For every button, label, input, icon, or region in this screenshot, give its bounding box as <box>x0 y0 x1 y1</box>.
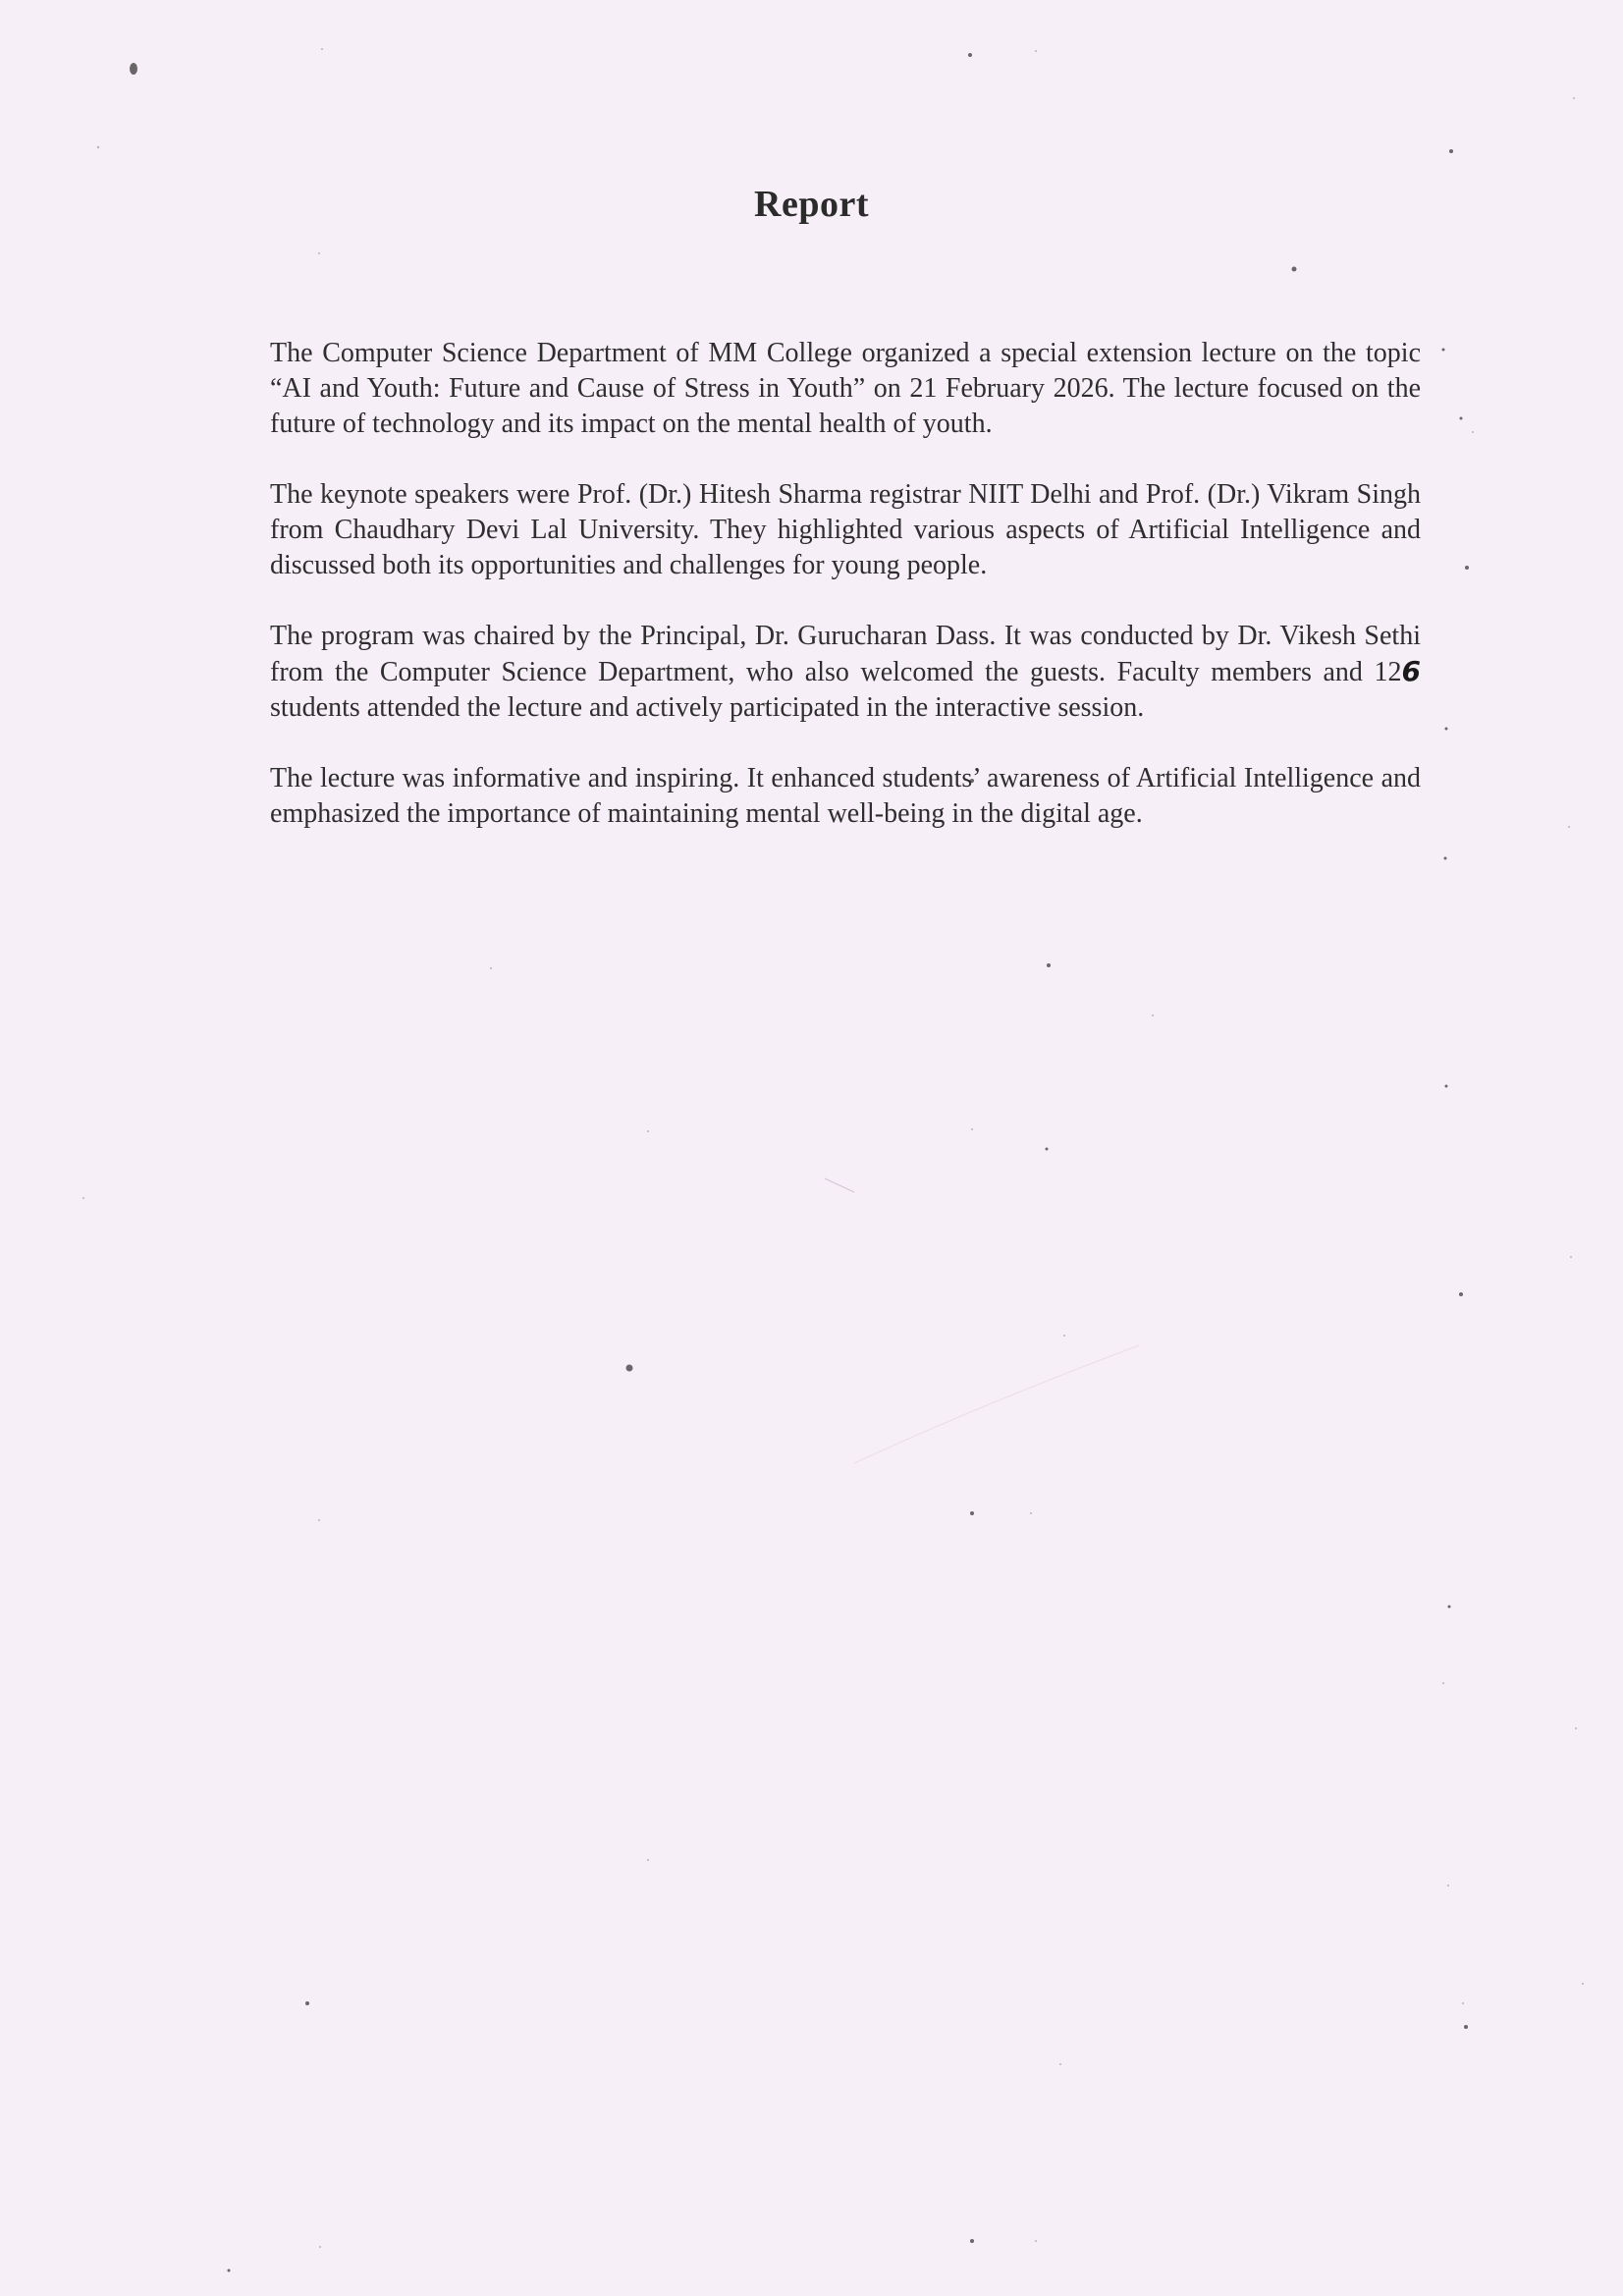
paragraph-conclusion: The lecture was informative and inspiring. It enhanced students’ awareness of Artificial Intelligence and emphasized the importance of maintaining mental well-being in the digital age. <box>270 763 1421 829</box>
paragraph-event-overview: The Computer Science Department of MM College organized a special extension lecture on the topic “AI and Youth: Future and Cause of Stress in Youth” on 21 February 2026. The lecture focused on the future of technology and its impact on the mental health of youth. <box>270 338 1421 439</box>
paragraph-program-details-text: The program was chaired by the Principal, Dr. Gurucharan Dass. It was conducted by Dr. Vikesh Sethi from the Computer Science Department, who also welcomed the guests. Faculty members and 12 <box>270 621 1421 687</box>
handwritten-correction: 6 <box>1401 655 1421 687</box>
paragraph-program-details <box>270 619 1421 726</box>
paragraph-keynote-speakers: The keynote speakers were Prof. (Dr.) Hitesh Sharma registrar NIIT Delhi and Prof. (Dr.) Vikram Singh from Chaudhary Devi Lal University. They highlighted various aspects of Artificial Intelligence and discussed both its opportunities and challenges for young people. <box>270 479 1421 580</box>
document-body <box>270 336 1421 867</box>
paragraph-program-details-text-end: students attended the lecture and actively participated in the interactive session. <box>270 692 1145 723</box>
document-title: Report <box>754 184 869 225</box>
